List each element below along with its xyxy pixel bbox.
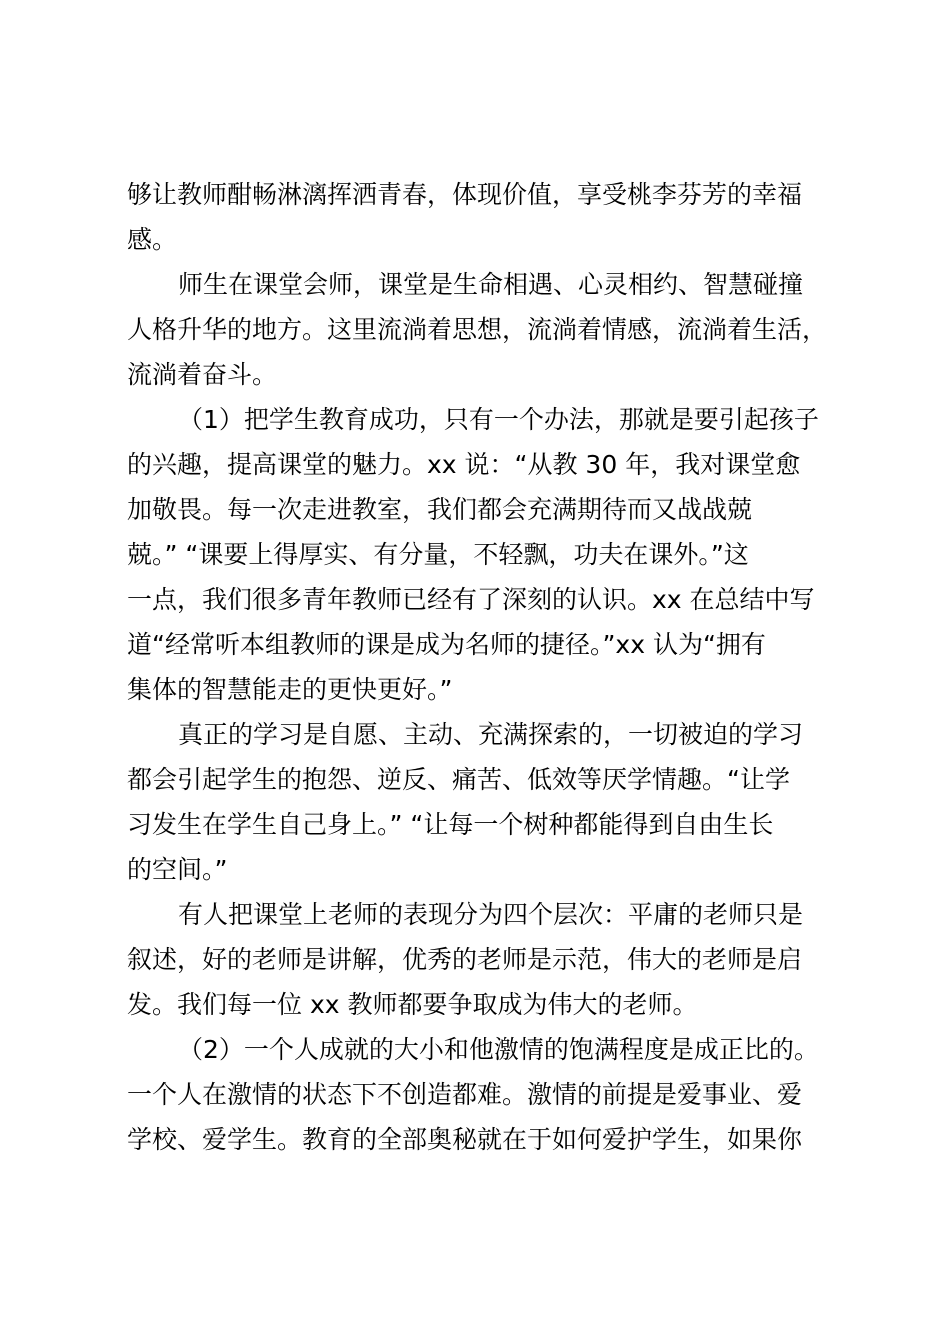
paragraph-line: 真正的学习是自愿、主动、充满探索的，一切被迫的学习 bbox=[178, 720, 804, 749]
paragraph-line: 习发生在学生自己身上。” “让每一个树种都能得到自由生长 bbox=[127, 810, 774, 839]
paragraph-line: （2）一个人成就的大小和他激情的饱满程度是成正比的。 bbox=[178, 1035, 819, 1064]
paragraph-line: 都会引起学生的抱怨、逆反、痛苦、低效等厌学情趣。“让学 bbox=[127, 765, 790, 794]
paragraph-line: 发。我们每一位 xx 教师都要争取成为伟大的老师。 bbox=[127, 990, 698, 1019]
paragraph-line: 学校、爱学生。教育的全部奥秘就在于如何爱护学生，如果你 bbox=[127, 1125, 803, 1154]
paragraph-line: 感。 bbox=[127, 225, 178, 254]
paragraph-line: 的空间。” bbox=[127, 855, 228, 884]
paragraph-line: 流淌着奋斗。 bbox=[127, 360, 278, 389]
paragraph-2 bbox=[127, 262, 839, 397]
paragraph-line: 一个人在激情的状态下不创造都难。激情的前提是爱事业、爱 bbox=[127, 1080, 803, 1109]
paragraph-line: 加敬畏。每一次走进教室，我们都会充满期待而又战战兢 bbox=[127, 495, 753, 524]
paragraph-line: 够让教师酣畅淋漓挥洒青春，体现价值，享受桃李芬芳的幸福 bbox=[127, 180, 803, 209]
paragraph-line: 道“经常听本组教师的课是成为名师的捷径。”xx 认为“拥有 bbox=[127, 630, 766, 659]
paragraph-line: 的兴趣，提高课堂的魅力。xx 说：“从教 30 年，我对课堂愈 bbox=[127, 450, 801, 479]
paragraph-line: 叙述，好的老师是讲解，优秀的老师是示范，伟大的老师是启 bbox=[127, 945, 803, 974]
paragraph-line: 师生在课堂会师，课堂是生命相遇、心灵相约、智慧碰撞 bbox=[178, 270, 804, 299]
paragraph-line: 兢。” “课要上得厚实、有分量，不轻飘，功夫在课外。”这 bbox=[127, 540, 749, 569]
paragraph-line: （1）把学生教育成功，只有一个办法，那就是要引起孩子 bbox=[178, 405, 819, 434]
paragraph-1 bbox=[127, 172, 839, 262]
paragraph-line: 集体的智慧能走的更快更好。” bbox=[127, 675, 453, 704]
paragraph-3 bbox=[127, 397, 839, 712]
paragraph-line: 一点，我们很多青年教师已经有了深刻的认识。xx 在总结中写 bbox=[127, 585, 815, 614]
paragraph-5 bbox=[127, 892, 839, 1027]
paragraph-line: 有人把课堂上老师的表现分为四个层次：平庸的老师只是 bbox=[178, 900, 804, 929]
paragraph-4 bbox=[127, 712, 839, 892]
body-text bbox=[127, 172, 839, 1162]
paragraph-line: 人格升华的地方。这里流淌着思想，流淌着情感，流淌着生活， bbox=[127, 315, 828, 344]
paragraph-6 bbox=[127, 1027, 839, 1162]
